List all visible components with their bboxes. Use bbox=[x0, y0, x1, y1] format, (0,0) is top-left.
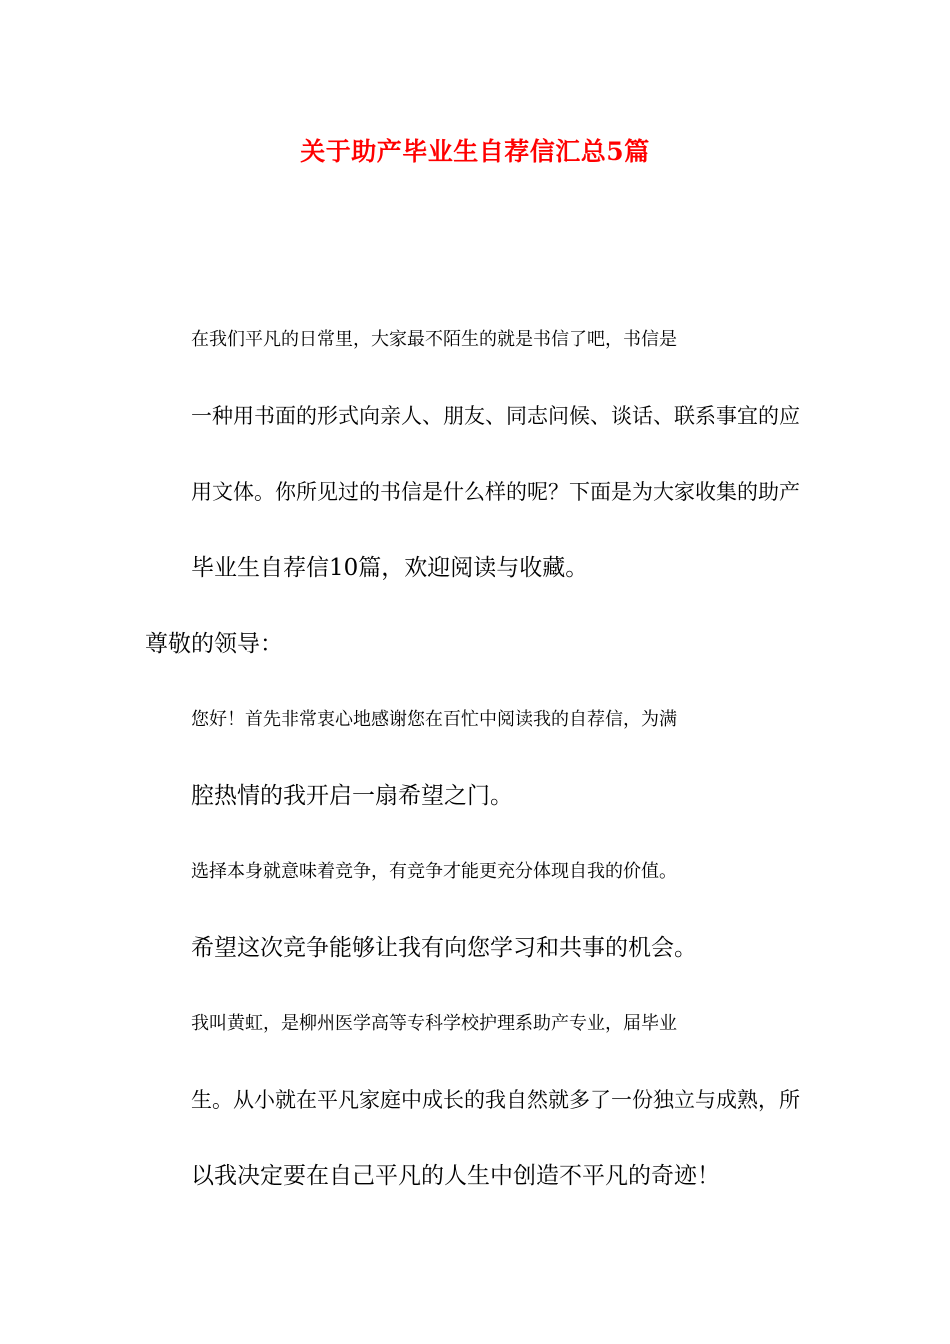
text-line: 在我们平凡的日常里，大家最不陌生的就是书信了吧，书信是 bbox=[191, 329, 677, 350]
paragraph-introduction-self bbox=[145, 1000, 807, 1200]
text-line: 我叫黄虹，是柳州医学高等专科学校护理系助产专业，届毕业 bbox=[191, 1013, 677, 1034]
document-title: 关于助产毕业生自荐信汇总5篇 bbox=[300, 137, 650, 166]
paragraph-competition bbox=[145, 848, 807, 972]
text-line: 选择本身就意味着竞争，有竞争才能更充分体现自我的价值。 bbox=[191, 861, 677, 882]
text-line: 腔热情的我开启一扇希望之门。 bbox=[191, 783, 513, 809]
paragraph-salutation bbox=[145, 620, 807, 668]
document-body bbox=[145, 316, 807, 1228]
text-line: 生。从小就在平凡家庭中成长的我自然就多了一份独立与成熟，所 bbox=[191, 1088, 800, 1112]
text-line: 一种用书面的形式向亲人、朋友、同志问候、谈话、联系事宜的应 bbox=[191, 404, 800, 428]
paragraph-intro bbox=[145, 316, 807, 592]
text-line: 您好！首先非常衷心地感谢您在百忙中阅读我的自荐信，为满 bbox=[191, 709, 677, 730]
text-line: 希望这次竞争能够让我有向您学习和共事的机会。 bbox=[191, 935, 697, 961]
text-line: 以我决定要在自己平凡的人生中创造不平凡的奇迹！ bbox=[191, 1163, 720, 1189]
text-line: 毕业生自荐信10篇，欢迎阅读与收藏。 bbox=[191, 555, 589, 581]
paragraph-greeting bbox=[145, 696, 807, 820]
text-line: 用文体。你所见过的书信是什么样的呢？下面是为大家收集的助产 bbox=[191, 480, 800, 504]
text-line: 尊敬的领导： bbox=[145, 631, 283, 657]
